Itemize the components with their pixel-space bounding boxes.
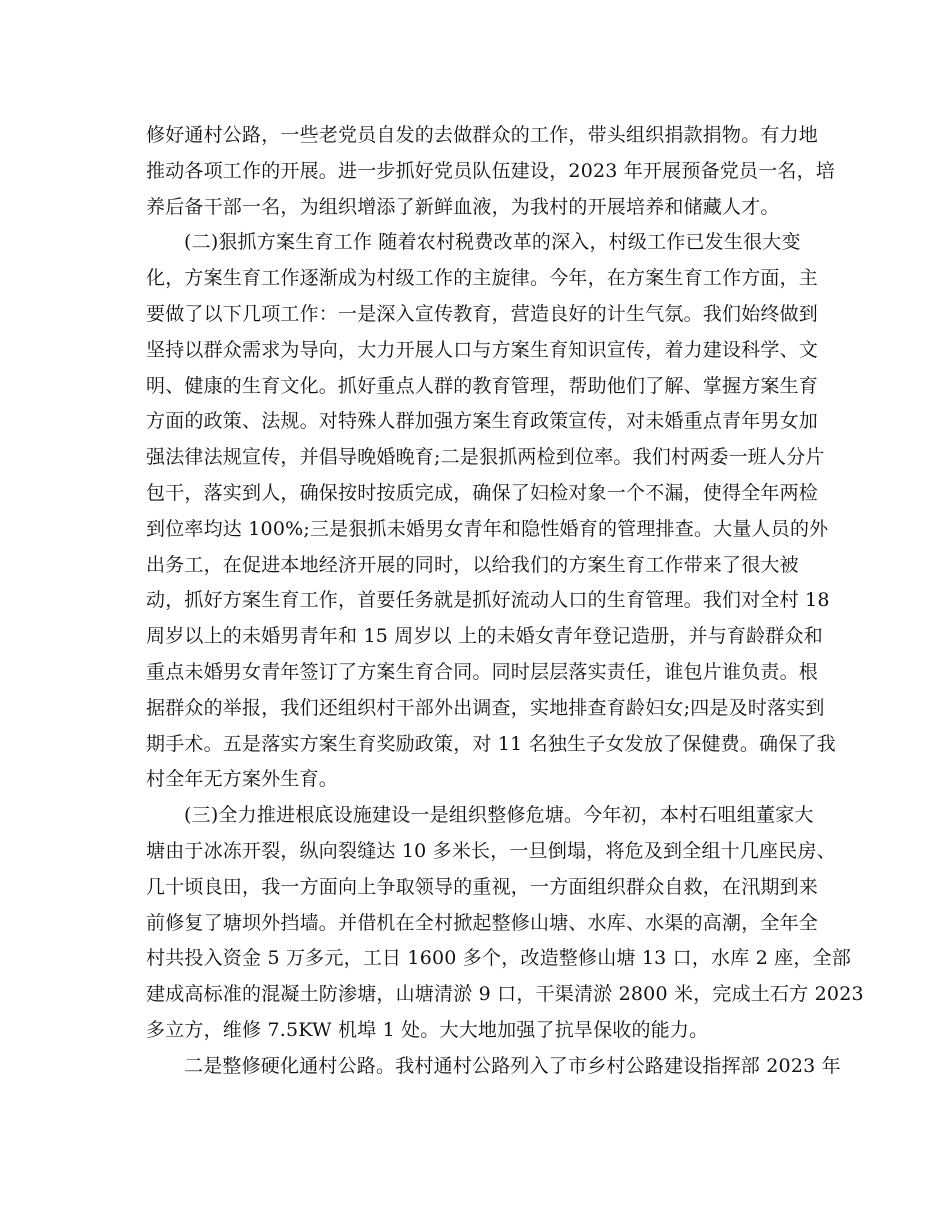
text-line: 养后备干部一名，为组织增添了新鲜血液，为我村的开展培养和储藏人才。	[146, 195, 780, 218]
text-line: 推动各项工作的开展。进一步抓好党员队伍建设，2023 年开展预备党员一名，培	[146, 159, 835, 182]
text-line: (三)全力推进根底设施建设一是组织整修危塘。今年初，本村石咀组董家大	[184, 804, 814, 827]
text-line: 动，抓好方案生育工作，首要任务就是抓好流动人口的生育管理。我们对全村 18	[146, 589, 830, 612]
text-line: 重点未婚男女青年签订了方案生育合同。同时层层落实责任，谁包片谁负责。根	[146, 660, 819, 683]
text-line: 几十顷良田，我一方面向上争取领导的重视，一方面组织群众自救，在汛期到来	[146, 875, 819, 898]
text-line: 建成高标准的混凝土防渗塘，山塘清淤 9 口，干渠清淤 2800 米，完成土石方 2023	[146, 983, 864, 1006]
text-line: 强法律法规宣传，并倡导晚婚晚育;二是狠抓两检到位率。我们村两委一班人分片	[146, 446, 825, 469]
text-line: (二)狠抓方案生育工作 随着农村税费改革的深入，村级工作已发生很大变	[184, 231, 801, 254]
text-line: 村全年无方案外生育。	[146, 768, 339, 791]
text-line: 前修复了塘坝外挡墙。并借机在全村掀起整修山塘、水库、水渠的高潮，全年全	[146, 911, 819, 934]
text-line: 塘由于冰冻开裂，纵向裂缝达 10 多米长，一旦倒塌，将危及到全组十几座民房、	[146, 839, 836, 862]
text-line: 周岁以上的未婚男青年和 15 周岁以 上的未婚女青年登记造册，并与育龄群众和	[146, 625, 823, 648]
text-line: 方面的政策、法规。对特殊人群加强方案生育政策宣传，对未婚重点青年男女加	[146, 410, 819, 433]
text-line: 村共投入资金 5 万多元，工日 1600 多个，改造整修山塘 13 口，水库 2 座，全部	[146, 947, 852, 970]
document-body	[146, 118, 864, 1085]
text-line: 包干，落实到人，确保按时按质完成，确保了妇检对象一个不漏，使得全年两检	[146, 481, 819, 504]
text-line: 化，方案生育工作逐渐成为村级工作的主旋律。今年，在方案生育工作方面，主	[146, 267, 819, 290]
text-line: 据群众的举报，我们还组织村干部外出调查，实地排查育龄妇女;四是及时落实到	[146, 696, 825, 719]
text-line: 明、健康的生育文化。抓好重点人群的教育管理，帮助他们了解、掌握方案生育	[146, 374, 819, 397]
text-line: 修好通村公路，一些老党员自发的去做群众的工作，带头组织捐款捐物。有力地	[146, 124, 819, 146]
text-line: 多立方，维修 7.5KW 机埠 1 处。大大地加强了抗旱保收的能力。	[146, 1018, 709, 1041]
text-line: 到位率均达 100%;三是狠抓未婚男女青年和隐性婚育的管理排查。大量人员的外	[146, 517, 829, 540]
text-line: 期手术。五是落实方案生育奖励政策，对 11 名独生子女发放了保健费。确保了我	[146, 732, 836, 755]
text-line: 二是整修硬化通村公路。我村通村公路列入了市乡村公路建设指挥部 2023 年	[184, 1054, 841, 1077]
text-line: 要做了以下几项工作：一是深入宣传教育，营造良好的计生气氛。我们始终做到	[146, 302, 819, 325]
text-line: 坚持以群众需求为导向，大力开展人口与方案生育知识宣传，着力建设科学、文	[146, 338, 819, 361]
text-line: 出务工，在促进本地经济开展的同时，以给我们的方案生育工作带来了很大被	[146, 553, 799, 576]
